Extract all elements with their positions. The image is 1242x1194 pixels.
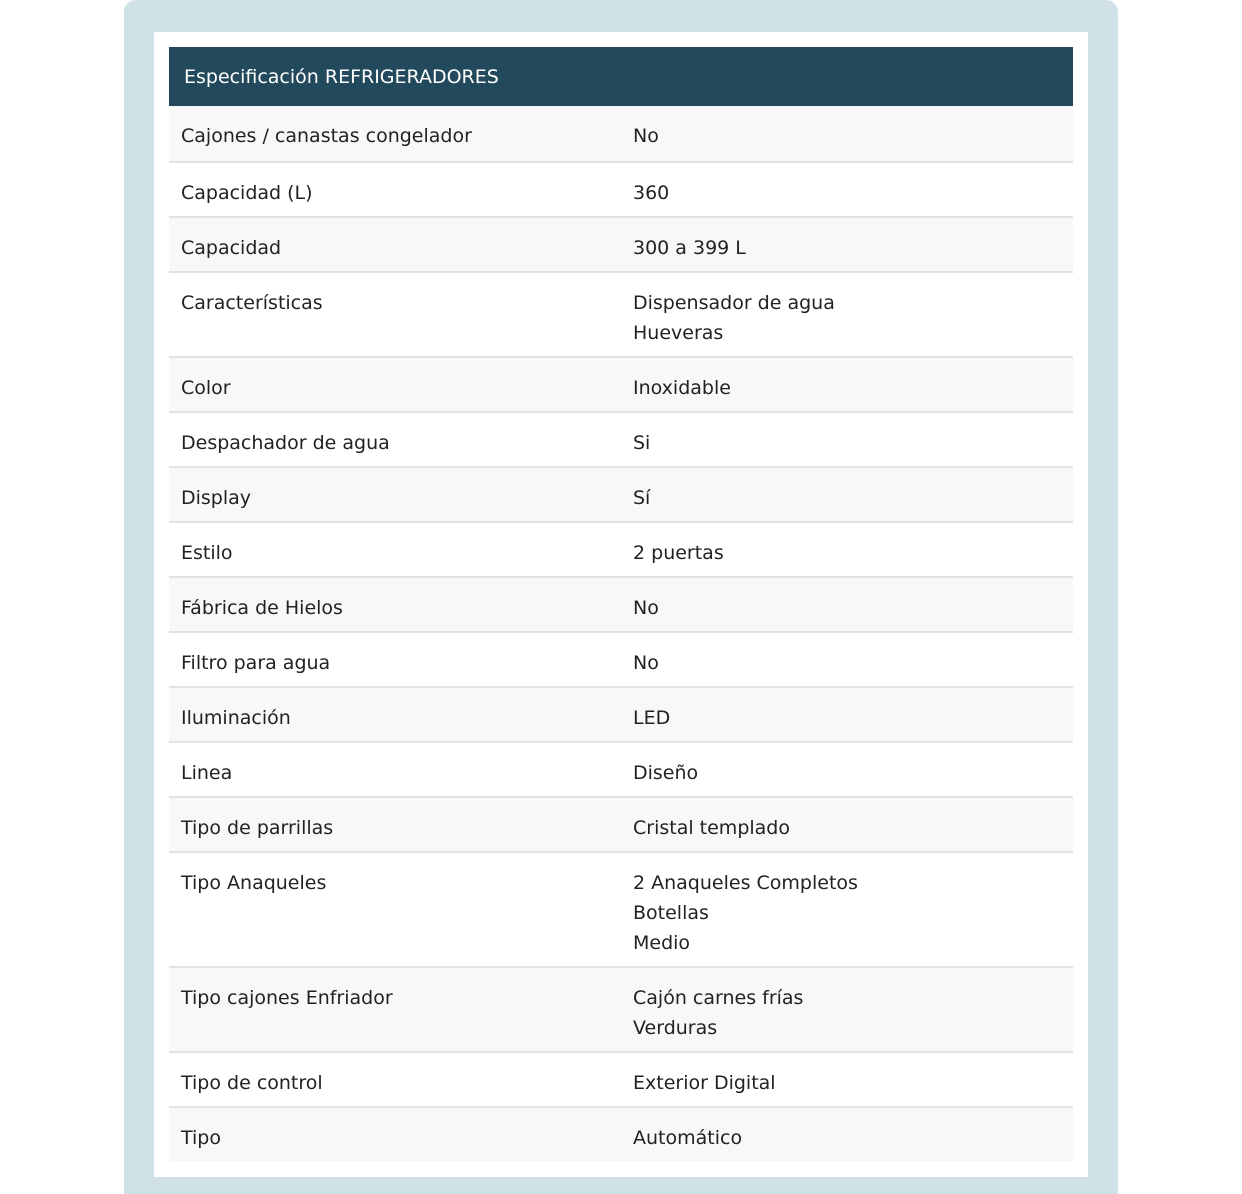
spec-row [169,217,1073,272]
spec-value: Automático [633,1127,743,1149]
spec-value: 360 [633,182,670,204]
spec-table-body [169,106,1073,1161]
spec-row [169,1107,1073,1161]
spec-value: 2 puertas [633,542,724,564]
spec-value: Medio [633,932,691,954]
spec-row [169,1052,1073,1107]
spec-value: Cajón carnes frías [633,987,804,1009]
spec-value-cell [621,967,1073,1052]
spec-value-cell [621,357,1073,412]
spec-label: Tipo de control [169,1052,621,1107]
spec-value-cell [621,467,1073,522]
spec-value: 2 Anaqueles Completos [633,872,858,894]
spec-value-cell [621,852,1073,967]
spec-label: Filtro para agua [169,632,621,687]
spec-table [169,47,1073,1161]
spec-table-title: Especificación REFRIGERADORES [169,47,1073,106]
spec-label: Color [169,357,621,412]
spec-value-cell [621,272,1073,357]
spec-label: Linea [169,742,621,797]
spec-label: Iluminación [169,687,621,742]
spec-value-cell [621,106,1073,162]
page-frame [124,0,1118,1194]
spec-label: Tipo Anaqueles [169,852,621,967]
spec-value: 300 a 399 L [633,237,746,259]
spec-label: Tipo cajones Enfriador [169,967,621,1052]
spec-row [169,162,1073,217]
spec-label: Capacidad [169,217,621,272]
spec-value-cell [621,1107,1073,1161]
spec-row [169,967,1073,1052]
spec-label: Características [169,272,621,357]
spec-row [169,522,1073,577]
spec-panel [154,32,1088,1177]
spec-value: No [633,652,659,674]
spec-value: Exterior Digital [633,1072,776,1094]
spec-row [169,687,1073,742]
spec-value-cell [621,742,1073,797]
spec-value: Hueveras [633,322,724,344]
spec-value: Inoxidable [633,377,731,399]
spec-value-cell [621,217,1073,272]
spec-value: No [633,125,659,147]
spec-label: Capacidad (L) [169,162,621,217]
spec-label: Estilo [169,522,621,577]
spec-value: No [633,597,659,619]
spec-label: Fábrica de Hielos [169,577,621,632]
spec-row [169,742,1073,797]
spec-row [169,632,1073,687]
spec-value: Sí [633,487,651,509]
spec-label: Tipo de parrillas [169,797,621,852]
spec-value: Si [633,432,651,454]
spec-row [169,797,1073,852]
spec-row [169,357,1073,412]
spec-value-cell [621,632,1073,687]
spec-label: Despachador de agua [169,412,621,467]
spec-row [169,852,1073,967]
spec-label: Display [169,467,621,522]
spec-value-cell [621,797,1073,852]
spec-row [169,577,1073,632]
spec-value: LED [633,707,671,729]
spec-value: Botellas [633,902,709,924]
spec-table-header-row [169,47,1073,106]
spec-value-cell [621,162,1073,217]
spec-value-cell [621,577,1073,632]
spec-value-cell [621,1052,1073,1107]
spec-value: Diseño [633,762,699,784]
spec-value-cell [621,522,1073,577]
spec-row [169,106,1073,162]
spec-row [169,272,1073,357]
spec-label: Tipo [169,1107,621,1161]
spec-value: Verduras [633,1017,718,1039]
spec-row [169,467,1073,522]
spec-label: Cajones / canastas congelador [169,106,621,162]
spec-value: Dispensador de agua [633,292,835,314]
spec-row [169,412,1073,467]
spec-value: Cristal templado [633,817,790,839]
spec-value-cell [621,687,1073,742]
spec-value-cell [621,412,1073,467]
